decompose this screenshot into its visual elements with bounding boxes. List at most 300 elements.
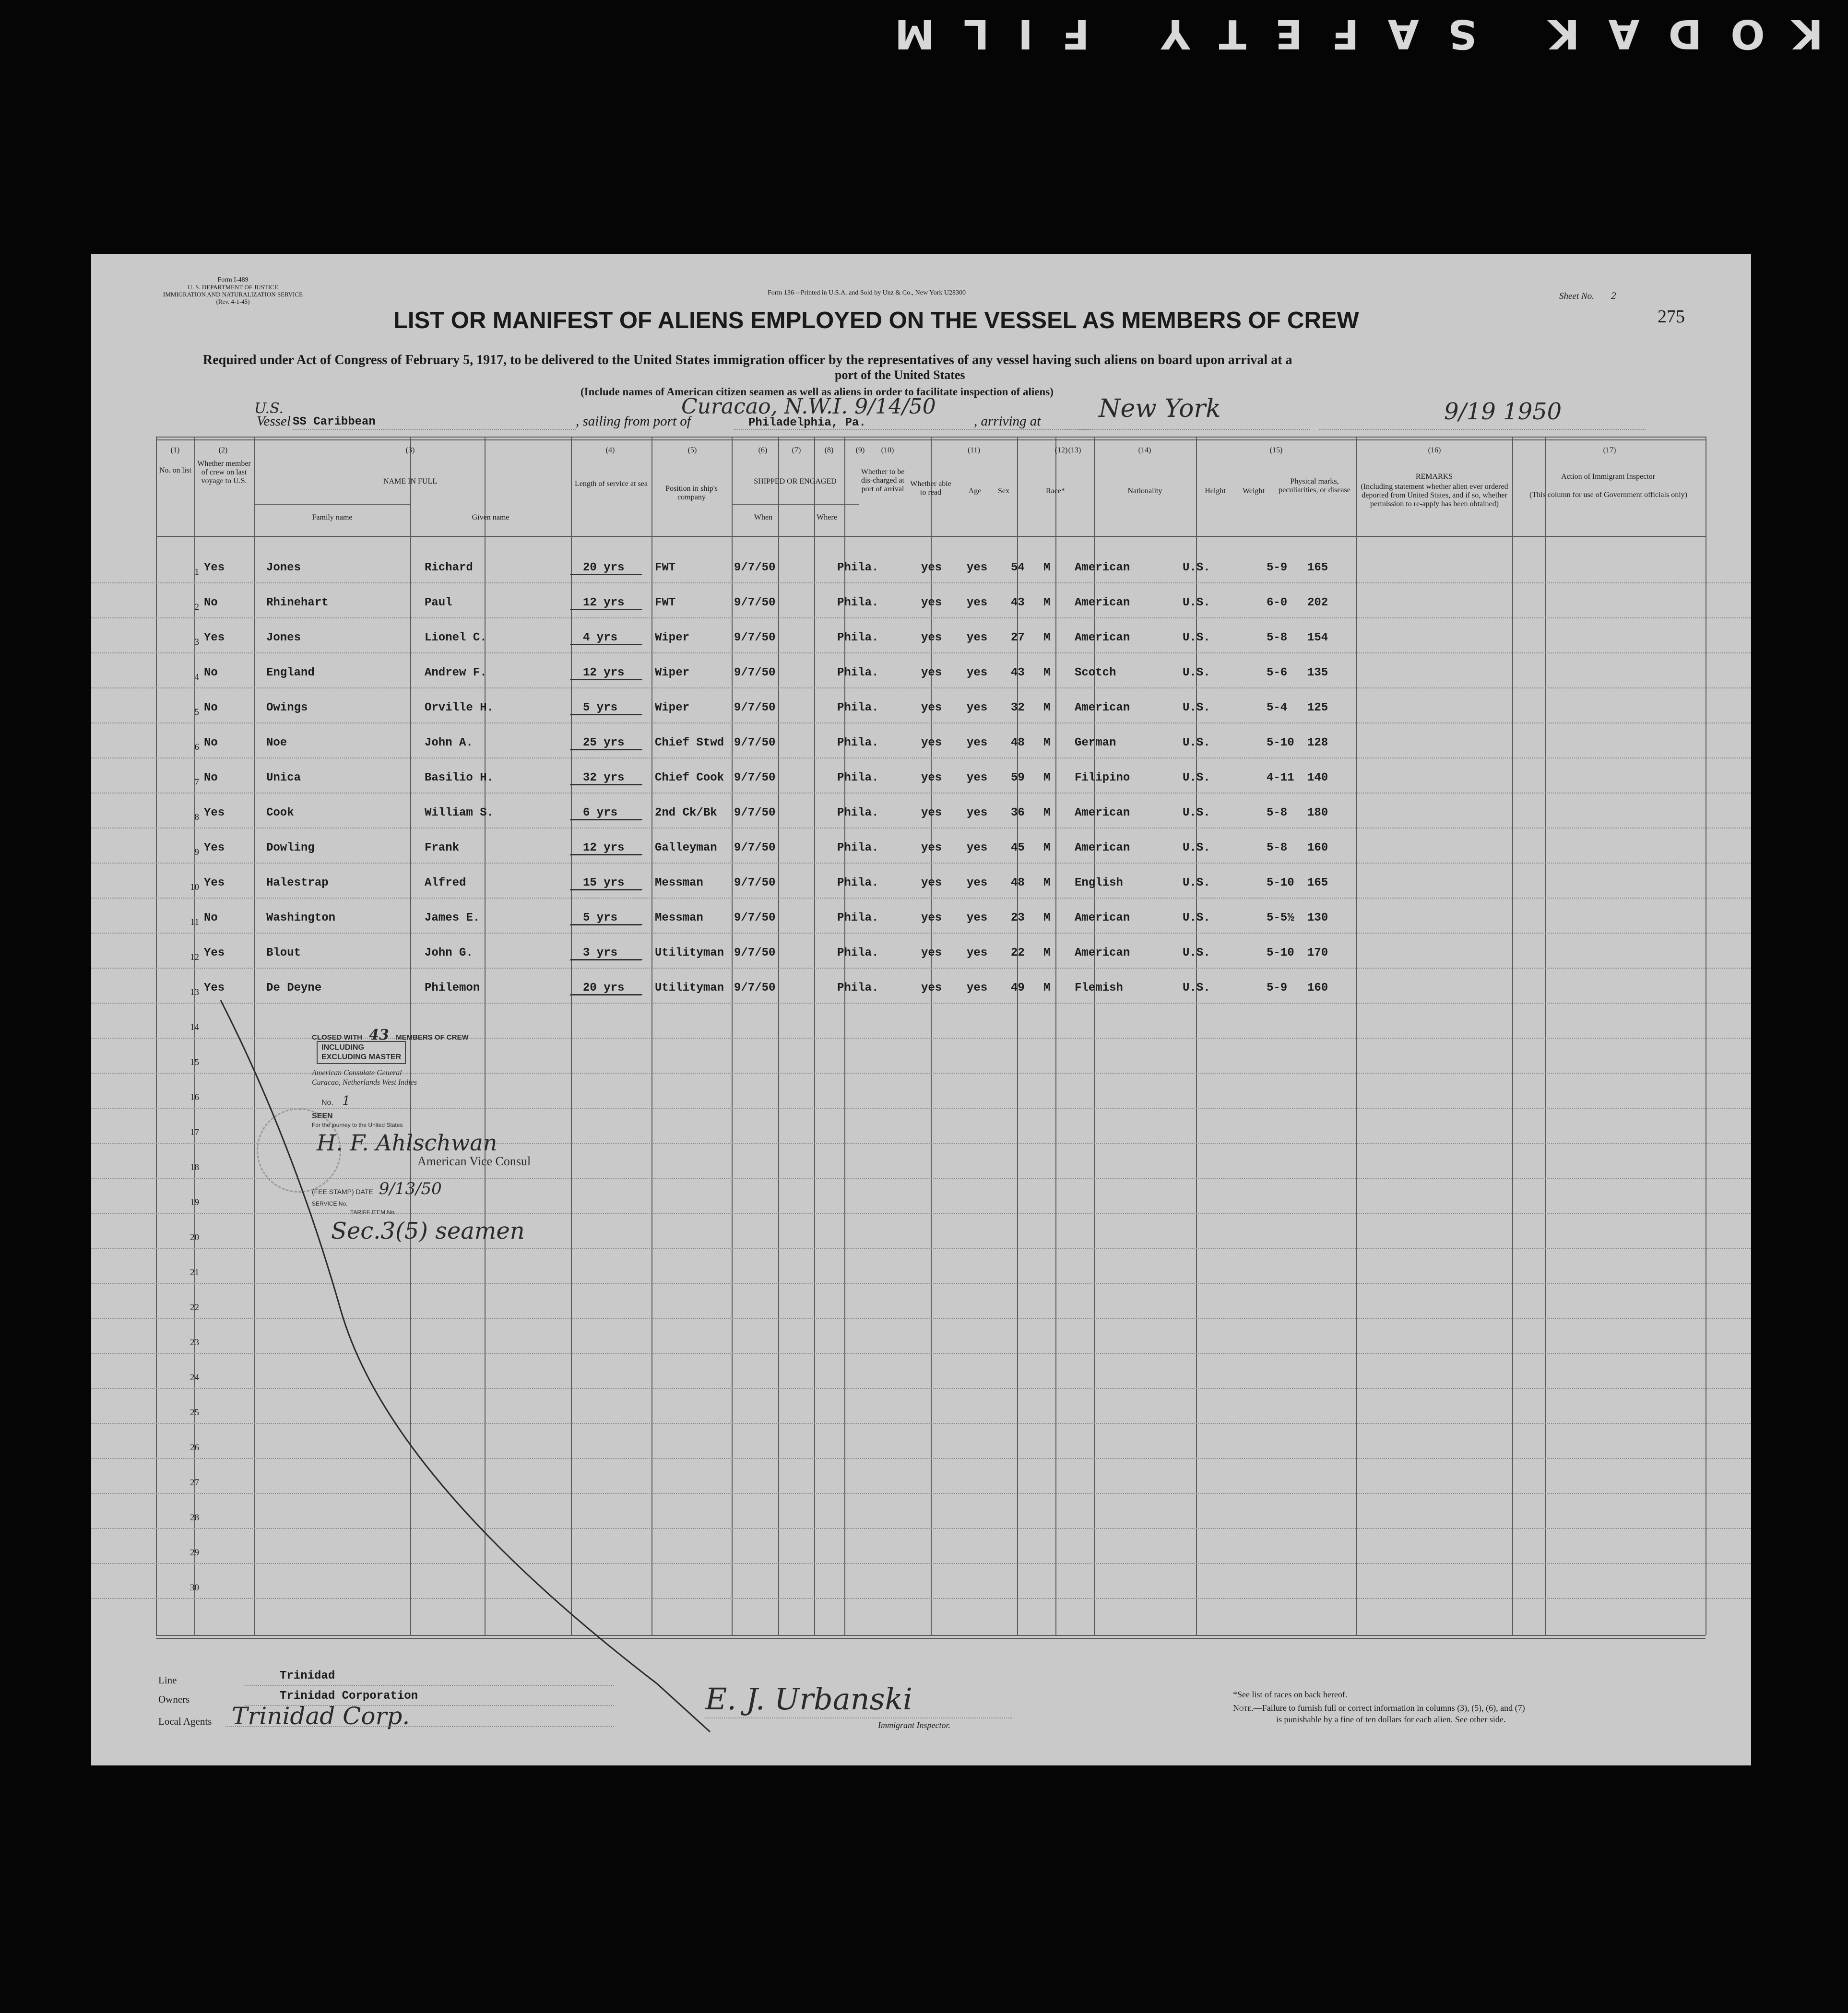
cell-able-to-read: yes xyxy=(967,841,988,854)
cell-race: American xyxy=(1075,947,1130,959)
cell-shipped-where: Phila. xyxy=(837,666,879,679)
row-number: 12 xyxy=(190,952,199,962)
cell-last-voyage: No xyxy=(204,596,218,609)
stamp-seen: SEEN xyxy=(312,1112,333,1120)
cell-length-of-service: 12 yrs xyxy=(583,666,624,679)
column-number: (16) xyxy=(1428,446,1441,454)
cell-height: 4-11 xyxy=(1267,771,1294,784)
stamp-members-of-crew: MEMBERS OF CREW xyxy=(396,1033,469,1042)
cell-age: 48 xyxy=(1011,876,1025,889)
cell-nationality: U.S. xyxy=(1183,596,1210,609)
line-value: Trinidad xyxy=(280,1670,335,1682)
row-number: 10 xyxy=(190,882,199,892)
cell-length-of-service: 3 yrs xyxy=(583,947,617,959)
cell-position: Messman xyxy=(655,876,703,889)
header-height: Height xyxy=(1205,487,1226,495)
header-position: Position in ship's company xyxy=(665,485,718,501)
footer-line xyxy=(158,1674,177,1686)
vessel-name: SS Caribbean xyxy=(293,415,376,428)
agents-label: Local Agents xyxy=(158,1716,212,1727)
cell-sex: M xyxy=(1043,806,1051,819)
cell-given-name: John A. xyxy=(425,736,473,749)
row-number: 24 xyxy=(190,1373,199,1383)
cell-weight: 160 xyxy=(1307,841,1328,854)
cell-position: FWT xyxy=(655,561,676,574)
cell-weight: 135 xyxy=(1307,666,1328,679)
cell-height: 5-6 xyxy=(1267,666,1288,679)
cell-last-voyage: Yes xyxy=(204,631,225,644)
cell-shipped-when: 9/7/50 xyxy=(734,947,776,959)
header-inspector-note: (This column for use of Government officials only) xyxy=(1529,491,1687,499)
row-number: 19 xyxy=(190,1197,199,1208)
cell-race: Scotch xyxy=(1075,666,1116,679)
cell-race: American xyxy=(1075,631,1130,644)
cell-discharged: yes xyxy=(921,876,942,889)
row-number: 25 xyxy=(190,1408,199,1418)
row-number: 4 xyxy=(194,672,199,682)
header-remarks: REMARKS xyxy=(1415,473,1453,481)
cell-given-name: Basilio H. xyxy=(425,771,494,784)
form-id-line: (Rev. 4-1-45) xyxy=(216,298,250,305)
cell-length-of-service: 20 yrs xyxy=(583,982,624,995)
cell-shipped-where: Phila. xyxy=(837,947,879,959)
header-family-name: Family name xyxy=(312,513,353,521)
cell-nationality: U.S. xyxy=(1183,771,1210,784)
cell-shipped-where: Phila. xyxy=(837,561,879,574)
row-number: 13 xyxy=(190,987,199,997)
stamp-fee-date: 9/13/50 xyxy=(379,1179,442,1198)
arrival-date: 9/19 1950 xyxy=(1444,398,1562,425)
cell-last-voyage: Yes xyxy=(204,947,225,959)
row-number: 7 xyxy=(194,777,199,787)
vessel-annotation: U.S. xyxy=(254,400,284,417)
form-id-line: U. S. DEPARTMENT OF JUSTICE xyxy=(188,284,278,291)
cell-last-voyage: No xyxy=(204,912,218,924)
cell-family-name: Rhinehart xyxy=(266,596,329,609)
cell-weight: 170 xyxy=(1307,947,1328,959)
cell-family-name: Owings xyxy=(266,701,308,714)
cell-length-of-service: 12 yrs xyxy=(583,596,624,609)
header-no-on-list: No. on list xyxy=(159,466,192,474)
cell-height: 5-9 xyxy=(1267,561,1288,574)
stamp-members-count: 43 xyxy=(369,1027,389,1043)
cell-race: American xyxy=(1075,841,1130,854)
cell-discharged: yes xyxy=(921,701,942,714)
cell-able-to-read: yes xyxy=(967,631,988,644)
cell-shipped-where: Phila. xyxy=(837,736,879,749)
cell-last-voyage: No xyxy=(204,701,218,714)
cell-discharged: yes xyxy=(921,806,942,819)
row-number: 15 xyxy=(190,1057,199,1067)
header-remarks-note: (Including statement whether alien ever ordered deported from United States, and if so, whether permission to re-apply has been obtained) xyxy=(1361,483,1508,508)
cell-sex: M xyxy=(1043,561,1051,574)
cell-last-voyage: No xyxy=(204,771,218,784)
row-number: 1 xyxy=(194,567,199,577)
stamp-including: INCLUDING xyxy=(321,1043,364,1052)
sailing-port-typed: Philadelphia, Pa. xyxy=(748,416,866,429)
column-number: (4) xyxy=(605,446,615,454)
cell-shipped-when: 9/7/50 xyxy=(734,982,776,995)
cell-able-to-read: yes xyxy=(967,561,988,574)
cell-shipped-where: Phila. xyxy=(837,806,879,819)
cell-family-name: Jones xyxy=(266,561,301,574)
cell-given-name: Paul xyxy=(425,596,452,609)
cell-weight: 125 xyxy=(1307,701,1328,714)
cell-position: Messman xyxy=(655,912,703,924)
cell-age: 43 xyxy=(1011,666,1025,679)
cell-last-voyage: Yes xyxy=(204,982,225,995)
column-number: (7) xyxy=(792,446,801,454)
note-text: —Failure to furnish full or correct information in columns (3), (5), (6), and (7) xyxy=(1253,1703,1525,1713)
races-note: *See list of races on back hereof. xyxy=(1233,1690,1348,1699)
cell-weight: 160 xyxy=(1307,982,1328,995)
stamp-tariff: TARIFF ITEM No. xyxy=(350,1209,396,1216)
row-number: 11 xyxy=(190,917,199,927)
row-number: 14 xyxy=(190,1022,199,1032)
row-number: 23 xyxy=(190,1338,199,1348)
row-number: 20 xyxy=(190,1232,199,1243)
sailing-port-handwritten: Curacao, N.W.I. 9/14/50 xyxy=(681,394,936,419)
arriving-label: , arriving at xyxy=(974,414,1041,429)
cell-shipped-when: 9/7/50 xyxy=(734,912,776,924)
row-number: 3 xyxy=(194,637,199,647)
form-subtitle: port of the United States xyxy=(835,368,965,382)
cell-family-name: Washington xyxy=(266,912,336,924)
cell-sex: M xyxy=(1043,841,1051,854)
cell-given-name: John G. xyxy=(425,947,473,959)
manifest-sheet xyxy=(91,254,1751,1765)
cell-discharged: yes xyxy=(921,982,942,995)
cell-discharged: yes xyxy=(921,561,942,574)
cell-sex: M xyxy=(1043,596,1051,609)
cell-age: 23 xyxy=(1011,912,1025,924)
inspector-signature: E. J. Urbanski xyxy=(705,1681,912,1717)
arriving-port: New York xyxy=(1099,394,1221,423)
cell-length-of-service: 5 yrs xyxy=(583,912,617,924)
cell-sex: M xyxy=(1043,947,1051,959)
cell-nationality: U.S. xyxy=(1183,841,1210,854)
cell-shipped-where: Phila. xyxy=(837,841,879,854)
cell-able-to-read: yes xyxy=(967,947,988,959)
row-number: 26 xyxy=(190,1443,199,1453)
column-number: (2) xyxy=(218,446,228,454)
cell-weight: 165 xyxy=(1307,876,1328,889)
header-sex: Sex xyxy=(998,487,1009,495)
column-number: (11) xyxy=(967,446,981,454)
cell-discharged: yes xyxy=(921,666,942,679)
header-discharged: Whether to be dis-charged at port of arrival xyxy=(861,468,905,493)
cell-race: Flemish xyxy=(1075,982,1123,995)
cell-shipped-where: Phila. xyxy=(837,982,879,995)
cell-shipped-when: 9/7/50 xyxy=(734,841,776,854)
cell-discharged: yes xyxy=(921,841,942,854)
stamp-consulate-location: Curacao, Netherlands West Indies xyxy=(312,1078,417,1087)
cell-position: Wiper xyxy=(655,631,690,644)
cell-position: 2nd Ck/Bk xyxy=(655,806,717,819)
cell-sex: M xyxy=(1043,736,1051,749)
row-number: 28 xyxy=(190,1513,199,1523)
cell-position: Wiper xyxy=(655,666,690,679)
cell-weight: 130 xyxy=(1307,912,1328,924)
fine-note xyxy=(1233,1703,1525,1713)
cell-race: American xyxy=(1075,596,1130,609)
row-number: 21 xyxy=(190,1267,199,1278)
column-number: (1) xyxy=(170,446,180,454)
cell-age: 59 xyxy=(1011,771,1025,784)
agents-underline xyxy=(225,1726,614,1727)
cell-weight: 180 xyxy=(1307,806,1328,819)
cell-discharged: yes xyxy=(921,736,942,749)
cell-nationality: U.S. xyxy=(1183,912,1210,924)
row-number: 16 xyxy=(190,1092,199,1102)
cell-last-voyage: Yes xyxy=(204,876,225,889)
stamp-fee-label: (FEE STAMP) DATE xyxy=(312,1188,373,1196)
cell-position: Chief Cook xyxy=(655,771,724,784)
cell-discharged: yes xyxy=(921,631,942,644)
diagonal-pen-line xyxy=(91,254,1751,1765)
cell-sex: M xyxy=(1043,771,1051,784)
cell-length-of-service: 32 yrs xyxy=(583,771,624,784)
cell-height: 5-10 xyxy=(1267,876,1294,889)
form-subtitle: Required under Act of Congress of February 5, 1917, to be delivered to the United States immigration officer by the representatives of any vessel having such aliens on board upon arrival at a xyxy=(203,353,1292,367)
cell-sex: M xyxy=(1043,876,1051,889)
cell-nationality: U.S. xyxy=(1183,982,1210,995)
cell-shipped-when: 9/7/50 xyxy=(734,771,776,784)
cell-shipped-when: 9/7/50 xyxy=(734,876,776,889)
cell-given-name: Orville H. xyxy=(425,701,494,714)
cell-age: 48 xyxy=(1011,736,1025,749)
note-label: Note. xyxy=(1233,1703,1254,1713)
cell-length-of-service: 20 yrs xyxy=(583,561,624,574)
row-number: 2 xyxy=(194,602,199,612)
row-number: 9 xyxy=(194,847,199,857)
cell-sex: M xyxy=(1043,701,1051,714)
form-subtitle-note: (Include names of American citizen seamen as well as aliens in order to facilitate inspection of aliens) xyxy=(580,386,1054,398)
stamp-handwritten-note: Sec.3(5) seamen xyxy=(331,1218,525,1244)
cell-shipped-when: 9/7/50 xyxy=(734,666,776,679)
cell-discharged: yes xyxy=(921,947,942,959)
cell-height: 5-8 xyxy=(1267,806,1288,819)
cell-race: American xyxy=(1075,912,1130,924)
form-title: LIST OR MANIFEST OF ALIENS EMPLOYED ON THE VESSEL AS MEMBERS OF CREW xyxy=(393,308,1359,333)
line-label: Line xyxy=(158,1674,177,1686)
cell-given-name: Andrew F. xyxy=(425,666,487,679)
cell-shipped-when: 9/7/50 xyxy=(734,596,776,609)
cell-family-name: Noe xyxy=(266,736,287,749)
cell-nationality: U.S. xyxy=(1183,876,1210,889)
cell-height: 5-8 xyxy=(1267,631,1288,644)
line-underline xyxy=(245,1685,614,1686)
cell-family-name: De Deyne xyxy=(266,982,322,995)
cell-height: 5-5½ xyxy=(1267,912,1294,924)
cell-shipped-where: Phila. xyxy=(837,631,879,644)
cell-nationality: U.S. xyxy=(1183,947,1210,959)
cell-age: 32 xyxy=(1011,701,1025,714)
column-number: (8) xyxy=(824,446,834,454)
cell-nationality: U.S. xyxy=(1183,806,1210,819)
cell-age: 43 xyxy=(1011,596,1025,609)
cell-sex: M xyxy=(1043,631,1051,644)
row-number: 27 xyxy=(190,1478,199,1488)
cell-able-to-read: yes xyxy=(967,876,988,889)
cell-height: 5-10 xyxy=(1267,947,1294,959)
cell-given-name: Philemon xyxy=(425,982,480,995)
cell-given-name: Frank xyxy=(425,841,460,854)
header-given-name: Given name xyxy=(472,513,509,521)
owners-label: Owners xyxy=(158,1693,190,1705)
row-number: 6 xyxy=(194,742,199,752)
header-able-to-read: Whether able to read xyxy=(910,480,951,497)
stamp-seen-for: For the journey to the United States xyxy=(312,1122,403,1128)
header-last-voyage: Whether member of crew on last voyage to U.S. xyxy=(197,460,251,485)
row-number: 18 xyxy=(190,1162,199,1172)
form-id-line: Form I-489 xyxy=(217,276,249,284)
cell-given-name: William S. xyxy=(425,806,494,819)
agents-value: Trinidad Corp. xyxy=(232,1702,410,1730)
cell-height: 5-10 xyxy=(1267,736,1294,749)
cell-nationality: U.S. xyxy=(1183,701,1210,714)
cell-age: 36 xyxy=(1011,806,1025,819)
vice-consul-title: American Vice Consul xyxy=(417,1154,531,1168)
inspector-label: Immigrant Inspector. xyxy=(878,1720,950,1730)
row-number: 8 xyxy=(194,812,199,822)
cell-able-to-read: yes xyxy=(967,701,988,714)
stamp-no-label: No. xyxy=(321,1099,333,1107)
fine-note-2: is punishable by a fine of ten dollars for each alien. See other side. xyxy=(1276,1715,1506,1724)
stamp-closed-with: CLOSED WITH xyxy=(312,1033,362,1042)
page-number: 275 xyxy=(1658,307,1685,327)
cell-family-name: England xyxy=(266,666,315,679)
column-number: (14) xyxy=(1138,446,1151,454)
cell-weight: 202 xyxy=(1307,596,1328,609)
header-shipped-engaged: SHIPPED OR ENGAGED xyxy=(754,477,837,485)
cell-able-to-read: yes xyxy=(967,912,988,924)
cell-family-name: Dowling xyxy=(266,841,315,854)
stamp-no-value: 1 xyxy=(342,1094,350,1108)
cell-last-voyage: Yes xyxy=(204,841,225,854)
cell-family-name: Halestrap xyxy=(266,876,329,889)
column-number: (13) xyxy=(1068,446,1081,454)
cell-shipped-where: Phila. xyxy=(837,596,879,609)
header-shipped-where: Where xyxy=(817,513,837,521)
cell-family-name: Jones xyxy=(266,631,301,644)
cell-position: Utilityman xyxy=(655,982,724,995)
sailing-label: , sailing from port of xyxy=(576,414,691,429)
cell-able-to-read: yes xyxy=(967,596,988,609)
cell-sex: M xyxy=(1043,982,1051,995)
cell-age: 22 xyxy=(1011,947,1025,959)
column-number: (15) xyxy=(1269,446,1283,454)
cell-given-name: Richard xyxy=(425,561,473,574)
cell-height: 5-9 xyxy=(1267,982,1288,995)
cell-length-of-service: 4 yrs xyxy=(583,631,617,644)
cell-last-voyage: Yes xyxy=(204,561,225,574)
film-edge-text: KODAK SAFETY FILM xyxy=(865,11,1823,58)
cell-last-voyage: Yes xyxy=(204,806,225,819)
cell-age: 49 xyxy=(1011,982,1025,995)
header-inspector-action: Action of Immigrant Inspector xyxy=(1561,473,1655,481)
cell-shipped-where: Phila. xyxy=(837,771,879,784)
cell-discharged: yes xyxy=(921,771,942,784)
header-length-of-service: Length of service at sea xyxy=(575,480,648,488)
cell-race: American xyxy=(1075,701,1130,714)
header-name-in-full: NAME IN FULL xyxy=(383,477,437,485)
cell-family-name: Unica xyxy=(266,771,301,784)
vessel-label: Vessel xyxy=(257,414,291,429)
cell-shipped-when: 9/7/50 xyxy=(734,561,776,574)
column-number: (17) xyxy=(1603,446,1616,454)
cell-discharged: yes xyxy=(921,912,942,924)
cell-shipped-when: 9/7/50 xyxy=(734,631,776,644)
header-physical-marks: Physical marks, peculiarities, or disease xyxy=(1279,477,1350,494)
cell-able-to-read: yes xyxy=(967,982,988,995)
column-number: (3) xyxy=(405,446,415,454)
cell-nationality: U.S. xyxy=(1183,561,1210,574)
cell-discharged: yes xyxy=(921,596,942,609)
stamp-consulate: American Consulate General xyxy=(312,1069,402,1077)
cell-nationality: U.S. xyxy=(1183,631,1210,644)
cell-nationality: U.S. xyxy=(1183,666,1210,679)
cell-given-name: Lionel C. xyxy=(425,631,487,644)
sheet-label: Sheet No. xyxy=(1559,291,1594,301)
cell-length-of-service: 6 yrs xyxy=(583,806,617,819)
header-weight: Weight xyxy=(1243,487,1265,495)
cell-sex: M xyxy=(1043,912,1051,924)
cell-race: American xyxy=(1075,806,1130,819)
header-nationality: Nationality xyxy=(1127,487,1162,495)
cell-height: 5-4 xyxy=(1267,701,1288,714)
cell-weight: 154 xyxy=(1307,631,1328,644)
row-number: 29 xyxy=(190,1548,199,1558)
cell-race: Filipino xyxy=(1075,771,1130,784)
cell-shipped-when: 9/7/50 xyxy=(734,806,776,819)
cell-race: German xyxy=(1075,736,1116,749)
cell-position: Galleyman xyxy=(655,841,717,854)
cell-weight: 165 xyxy=(1307,561,1328,574)
cell-race: American xyxy=(1075,561,1130,574)
stamp-service-no: SERVICE No. xyxy=(312,1200,348,1207)
header-race: Race* xyxy=(1046,487,1065,495)
cell-able-to-read: yes xyxy=(967,771,988,784)
cell-length-of-service: 15 yrs xyxy=(583,876,624,889)
vice-consul-signature: H. F. Ahlschwan xyxy=(317,1130,498,1156)
column-number: (6) xyxy=(758,446,768,454)
cell-position: Wiper xyxy=(655,701,690,714)
cell-length-of-service: 5 yrs xyxy=(583,701,617,714)
cell-height: 6-0 xyxy=(1267,596,1288,609)
cell-nationality: U.S. xyxy=(1183,736,1210,749)
cell-weight: 128 xyxy=(1307,736,1328,749)
row-number: 22 xyxy=(190,1303,199,1313)
cell-position: Chief Stwd xyxy=(655,736,724,749)
cell-able-to-read: yes xyxy=(967,736,988,749)
cell-shipped-when: 9/7/50 xyxy=(734,701,776,714)
cell-shipped-where: Phila. xyxy=(837,876,879,889)
cell-given-name: James E. xyxy=(425,912,480,924)
cell-age: 45 xyxy=(1011,841,1025,854)
column-number: (5) xyxy=(687,446,697,454)
inspector-underline xyxy=(705,1717,1012,1718)
column-number: (12) xyxy=(1054,446,1068,454)
cell-shipped-where: Phila. xyxy=(837,912,879,924)
cell-age: 54 xyxy=(1011,561,1025,574)
cell-sex: M xyxy=(1043,666,1051,679)
row-number: 17 xyxy=(190,1127,199,1137)
stamp-excluding-master: EXCLUDING MASTER xyxy=(321,1053,402,1061)
cell-family-name: Cook xyxy=(266,806,294,819)
cell-age: 27 xyxy=(1011,631,1025,644)
cell-last-voyage: No xyxy=(204,736,218,749)
